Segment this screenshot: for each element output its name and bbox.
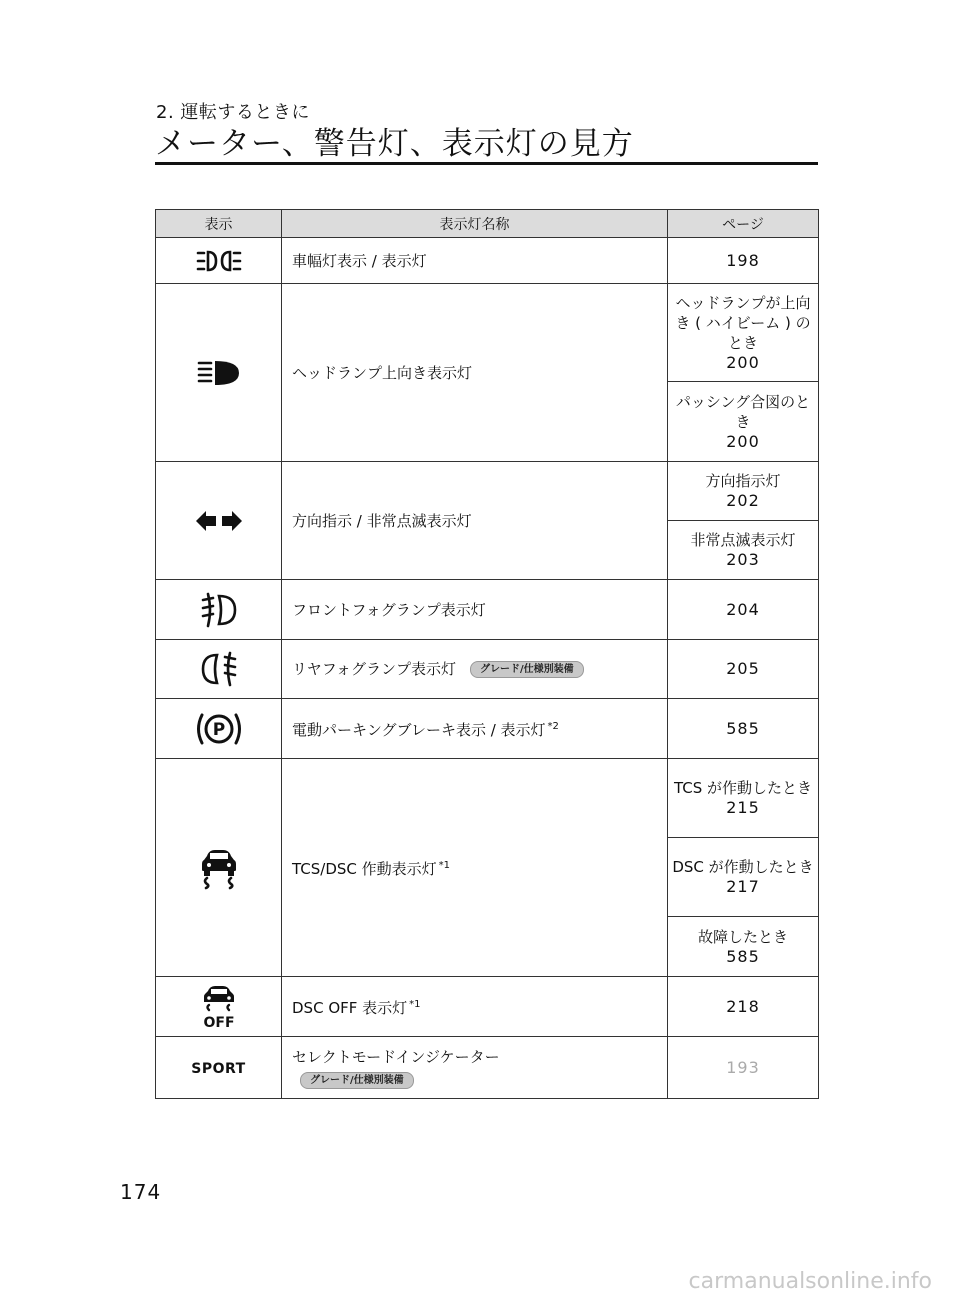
table-row bbox=[156, 977, 819, 1037]
icon-cell bbox=[156, 580, 282, 640]
footnote-mark: *1 bbox=[409, 999, 421, 1010]
footnote-mark: *2 bbox=[547, 721, 559, 732]
table-row bbox=[156, 699, 819, 759]
page-ref: TCS が作動したとき 215 bbox=[668, 759, 819, 838]
table-row bbox=[156, 759, 819, 838]
table-row bbox=[156, 580, 819, 640]
turn-signal-icon bbox=[194, 510, 244, 529]
parking-brake-icon bbox=[194, 718, 244, 740]
page-ref: パッシング合図のとき 200 bbox=[668, 382, 819, 462]
page-ref: 204 bbox=[668, 580, 819, 640]
indicator-name: フロントフォグランプ表示灯 bbox=[282, 580, 668, 640]
page-ref: 218 bbox=[668, 977, 819, 1037]
position-lamp-icon bbox=[196, 250, 242, 269]
table-row bbox=[156, 1037, 819, 1099]
page-ref: ヘッドランプが上向き ( ハイビーム ) のとき 200 bbox=[668, 284, 819, 382]
icon-cell bbox=[156, 238, 282, 284]
footnote-mark: *1 bbox=[438, 860, 451, 871]
grade-badge: グレード/仕様別装備 bbox=[300, 1072, 414, 1089]
table-row bbox=[156, 238, 819, 284]
table-row bbox=[156, 640, 819, 699]
indicator-name: TCS/DSC 作動表示灯 $^{*1}$ bbox=[282, 759, 668, 977]
column-header-page: ページ bbox=[668, 210, 819, 238]
page-ref: 198 bbox=[668, 238, 819, 284]
icon-cell bbox=[156, 977, 282, 1037]
page-ref: DSC が作動したとき 217 bbox=[668, 838, 819, 917]
indicator-name: DSC OFF 表示灯 $^{*1}$ bbox=[282, 977, 668, 1037]
dsc-off-icon bbox=[195, 996, 243, 1031]
grade-badge: グレード/仕様別装備 bbox=[470, 661, 584, 678]
column-header-display: 表示 bbox=[156, 210, 282, 238]
page-ref: 205 bbox=[668, 640, 819, 699]
sport-indicator-icon: SPORT bbox=[191, 1061, 246, 1077]
icon-cell bbox=[156, 640, 282, 699]
page-title: メーター、警告灯、表示灯の見方 bbox=[155, 126, 634, 162]
watermark: carmanualsonline.info bbox=[688, 1269, 932, 1294]
svg-text:P: P bbox=[212, 719, 225, 740]
column-header-name: 表示灯名称 bbox=[282, 210, 668, 238]
indicator-name: 方向指示 / 非常点滅表示灯 bbox=[282, 462, 668, 580]
icon-cell bbox=[156, 759, 282, 977]
table-row bbox=[156, 462, 819, 521]
high-beam-icon bbox=[197, 362, 241, 381]
page-ref: 193 bbox=[668, 1037, 819, 1099]
page-ref: 故障したとき 585 bbox=[668, 917, 819, 977]
indicator-name: 車幅灯表示 / 表示灯 bbox=[282, 238, 668, 284]
icon-cell bbox=[156, 462, 282, 580]
indicator-name: ヘッドランプ上向き表示灯 bbox=[282, 284, 668, 462]
page-ref: 非常点滅表示灯 203 bbox=[668, 521, 819, 580]
table-header-row bbox=[156, 210, 819, 238]
page-number: 174 bbox=[120, 1180, 162, 1204]
table-row bbox=[156, 284, 819, 382]
indicator-name: セレクトモードインジケーター グレード/仕様別装備 bbox=[282, 1037, 668, 1099]
icon-cell bbox=[156, 699, 282, 759]
svg-text:OFF: OFF bbox=[202, 1014, 235, 1031]
indicator-name: 電動パーキングブレーキ表示 / 表示灯 $^{*2}$ bbox=[282, 699, 668, 759]
page-ref: 585 bbox=[668, 699, 819, 759]
indicator-name: リヤフォグランプ表示灯 グレード/仕様別装備 bbox=[282, 640, 668, 699]
section-label: 2. 運転するときに bbox=[156, 102, 310, 123]
icon-cell bbox=[156, 1037, 282, 1099]
tcs-dsc-icon bbox=[197, 857, 241, 876]
page-ref: 方向指示灯 202 bbox=[668, 462, 819, 521]
indicator-table bbox=[155, 209, 819, 1099]
title-rule bbox=[155, 162, 818, 165]
front-fog-lamp-icon bbox=[199, 599, 239, 618]
rear-fog-lamp-icon bbox=[199, 659, 239, 678]
icon-cell bbox=[156, 284, 282, 462]
